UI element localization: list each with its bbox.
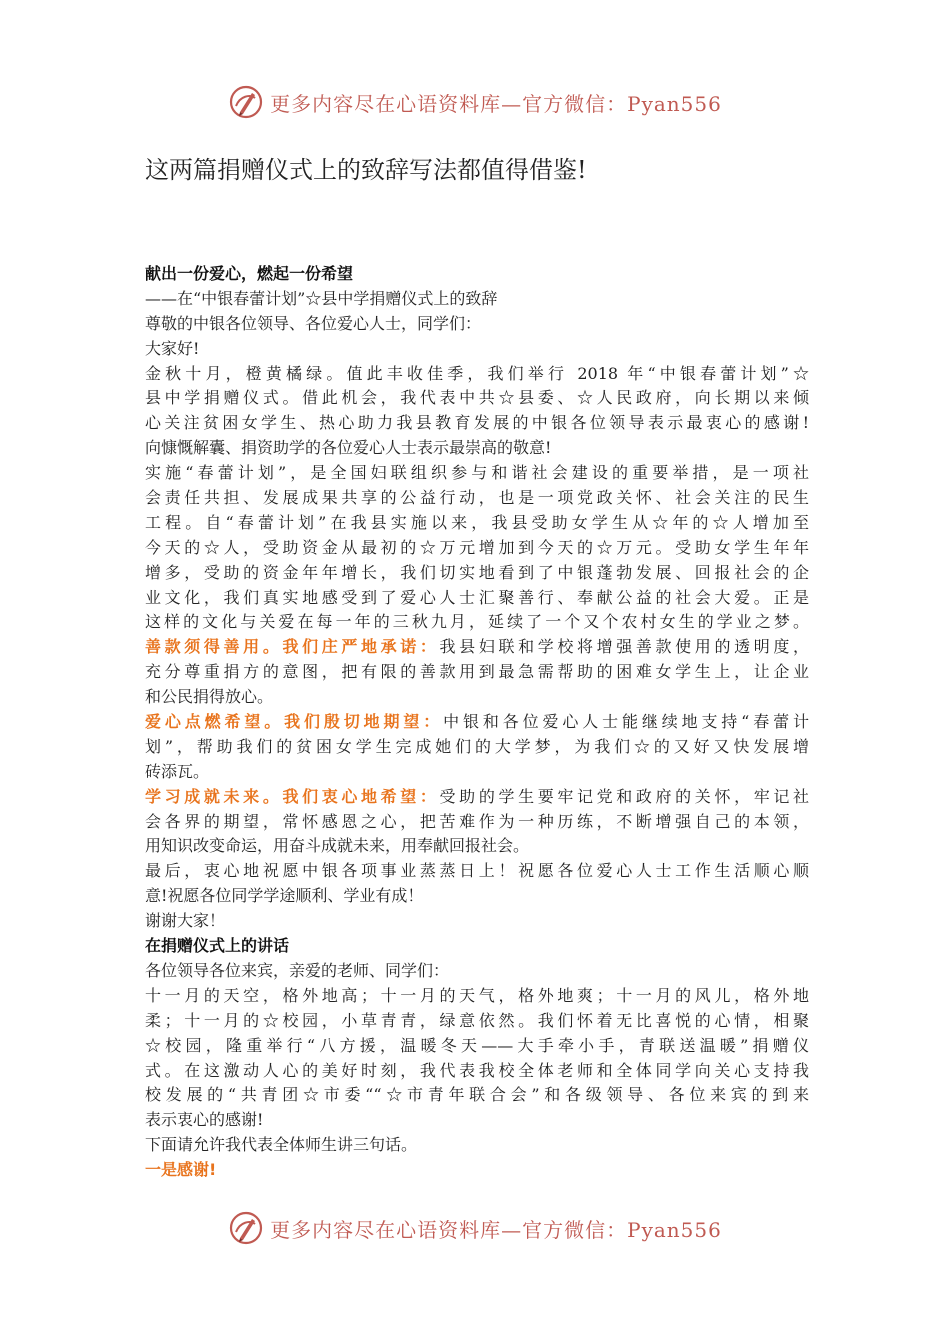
paragraph-line: 意!祝愿各位同学学途顺利、学业有成！ bbox=[145, 886, 424, 906]
paragraph-line: 增多，受助的资金年年增长，我们切实地看到了中银蓬勃发展、回报社会的企 bbox=[145, 562, 809, 582]
paragraph-line: 今天的☆人，受助资金从最初的☆万元增加到今天的☆万元。受助女学生年年 bbox=[145, 537, 809, 557]
highlight-lead: 爱心点燃希望。我们殷切地期望： bbox=[145, 712, 444, 732]
paragraph-line bbox=[145, 635, 809, 660]
paragraph-line: 会各界的期望，常怀感恩之心，把苦难作为一种历练，不断增强自己的本领， bbox=[145, 811, 809, 831]
paragraph-line: 用知识改变命运，用奋斗成就未来，用奉献回报社会。 bbox=[145, 836, 530, 856]
paragraph-line: 向慷慨解囊、捐资助学的各位爱心人士表示最崇高的敬意! bbox=[145, 438, 552, 458]
paragraph-line: ——在“中银春蕾计划”☆县中学捐赠仪式上的致辞 bbox=[145, 288, 498, 308]
paragraph-line: 尊敬的中银各位领导、各位爱心人士，同学们： bbox=[145, 313, 482, 333]
section-heading: 献出一份爱心，燃起一份希望 bbox=[145, 264, 354, 283]
pen-swirl-logo-icon bbox=[228, 1210, 264, 1246]
paragraph-line: 砖添瓦。 bbox=[145, 761, 210, 781]
footer-banner bbox=[0, 1208, 950, 1248]
paragraph-line: 谢谢大家！ bbox=[145, 911, 226, 931]
document-body bbox=[145, 262, 809, 1183]
paragraph-line: 业文化，我们真实地感受到了爱心人士汇聚善行、奉献公益的社会大爱。正是 bbox=[145, 587, 809, 607]
paragraph-line: 工程。自“春蕾计划”在我县实施以来，我县受助女学生从☆年的☆人增加至 bbox=[145, 512, 809, 532]
paragraph-line: 下面请允许我代表全体师生讲三句话。 bbox=[145, 1135, 418, 1155]
paragraph-line: ☆校园，隆重举行“八方援，温暖冬天——大手牵小手，青联送温暖”捐赠仪 bbox=[145, 1035, 809, 1055]
paragraph-line: 校发展的“共青团☆市委““☆市青年联合会”和各级领导、各位来宾的到来 bbox=[145, 1085, 809, 1105]
paragraph-line: 划”，帮助我们的贫困女学生完成她们的大学梦，为我们☆的又好又快发展增 bbox=[145, 736, 809, 756]
banner-text: 更多内容尽在心语资料库—官方微信：Pyan556 bbox=[270, 91, 722, 116]
paragraph-line bbox=[145, 785, 809, 810]
paragraph-line bbox=[145, 710, 809, 735]
line-text: 我县妇联和学校将增强善款使用的透明度， bbox=[439, 637, 809, 657]
paragraph-line: 最后，衷心地祝愿中银各项事业蒸蒸日上！祝愿各位爱心人士工作生活顺心顺 bbox=[145, 861, 809, 881]
line-text: 中银和各位爱心人士能继续地支持“春蕾计 bbox=[443, 712, 809, 732]
banner-inner bbox=[228, 84, 722, 120]
paragraph-line: 心关注贫困女学生、热心助力我县教育发展的中银各位领导表示最衷心的感谢! bbox=[145, 413, 809, 433]
highlight-line: 一是感谢! bbox=[145, 1160, 217, 1180]
header-banner bbox=[0, 82, 950, 122]
paragraph-line: 大家好! bbox=[145, 338, 200, 358]
line-text: 受助的学生要牢记党和政府的关怀，牢记社 bbox=[439, 786, 809, 806]
banner-inner bbox=[228, 1210, 722, 1246]
paragraph-line: 充分尊重捐方的意图，把有限的善款用到最急需帮助的困难女学生上，让企业 bbox=[145, 662, 809, 682]
paragraph-line: 柔；十一月的☆校园，小草青青，绿意依然。我们怀着无比喜悦的心情，相聚 bbox=[145, 1010, 809, 1030]
highlight-lead: 善款须得善用。我们庄严地承诺： bbox=[145, 637, 440, 657]
section-heading: 在捐赠仪式上的讲话 bbox=[145, 936, 290, 956]
paragraph-line: 实施“春蕾计划”，是全国妇联组织参与和谐社会建设的重要举措，是一项社 bbox=[145, 463, 809, 483]
paragraph-line: 表示衷心的感谢! bbox=[145, 1110, 264, 1130]
paragraph-line: 金秋十月，橙黄橘绿。值此丰收佳季，我们举行 2018 年“中银春蕾计划”☆ bbox=[145, 363, 809, 383]
highlight-lead: 学习成就未来。我们衷心地希望： bbox=[145, 786, 440, 806]
document-title: 这两篇捐赠仪式上的致辞写法都值得借鉴! bbox=[145, 156, 587, 184]
paragraph-line: 县中学捐赠仪式。借此机会，我代表中共☆县委、☆人民政府，向长期以来倾 bbox=[145, 388, 809, 408]
paragraph-line: 式。在这激动人心的美好时刻，我代表我校全体老师和全体同学向关心支持我 bbox=[145, 1060, 809, 1080]
paragraph-line: 十一月的天空，格外地高；十一月的天气，格外地爽；十一月的风儿，格外地 bbox=[145, 985, 809, 1005]
paragraph-line: 和公民捐得放心。 bbox=[145, 687, 274, 707]
pen-swirl-logo-icon bbox=[228, 84, 264, 120]
paragraph-line: 会责任共担、发展成果共享的公益行动，也是一项党政关怀、社会关注的民生 bbox=[145, 488, 809, 508]
banner-text: 更多内容尽在心语资料库—官方微信：Pyan556 bbox=[270, 1217, 722, 1242]
paragraph-line: 这样的文化与关爱在每一年的三秋九月，延续了一个又个农村女生的学业之梦。 bbox=[145, 612, 809, 632]
paragraph-line: 各位领导各位来宾，亲爱的老师、同学们： bbox=[145, 960, 450, 980]
